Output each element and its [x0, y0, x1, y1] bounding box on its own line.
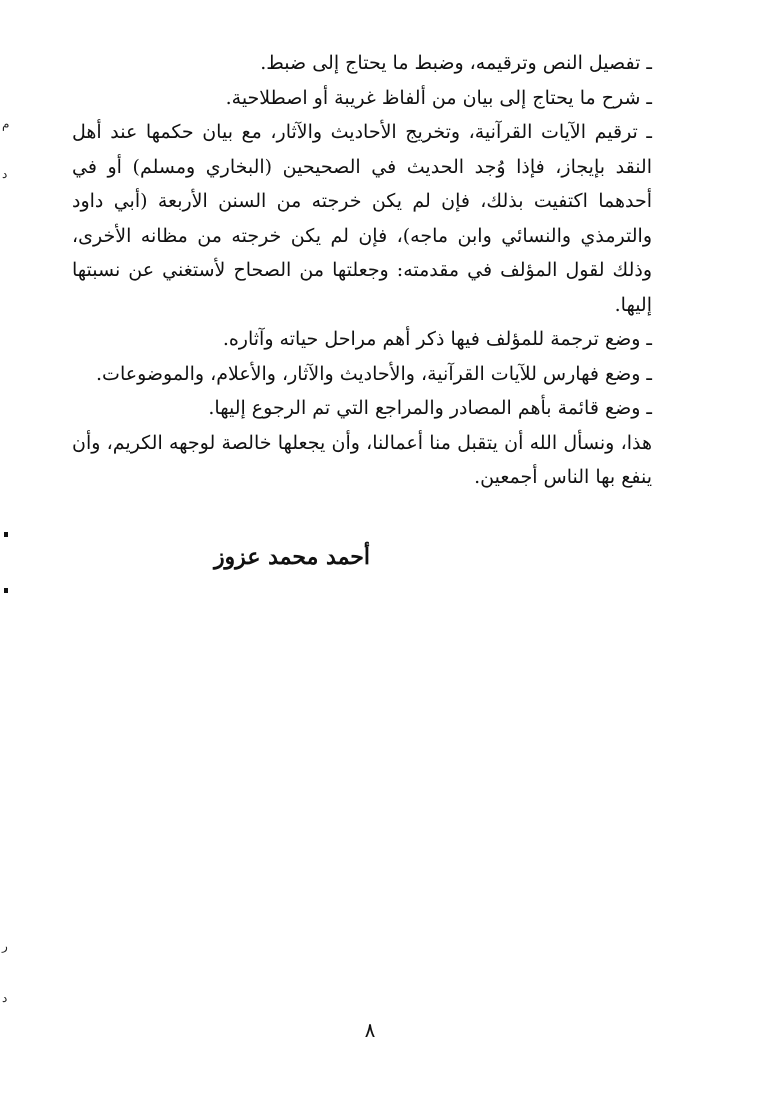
margin-mark-2: د: [2, 167, 8, 181]
author-signature: أحمد محمد عزوز: [213, 544, 370, 570]
paragraph-7: هذا، ونسأل الله أن يتقبل منا أعمالنا، وأن يجعلها خالصة لوجهه الكريم، وأن ينفع بها الناس أجمعين.: [72, 431, 652, 488]
page-number: ٨: [364, 1018, 376, 1042]
margin-dot-2: [4, 588, 8, 593]
margin-dot-1: [4, 532, 8, 537]
margin-mark-4: د: [2, 991, 8, 1005]
body-text: [72, 46, 674, 495]
paragraph-4: ـ وضع ترجمة للمؤلف فيها ذكر أهم مراحل حياته وآثاره.: [222, 328, 652, 350]
margin-mark-3: ر: [2, 939, 8, 953]
paragraph-1: ـ تفصيل النص وترقيمه، وضبط ما يحتاج إلى ضبط.: [260, 52, 652, 74]
paragraph-2: ـ شرح ما يحتاج إلى بيان من ألفاظ غريبة أو اصطلاحية.: [225, 86, 652, 109]
paragraph-5: ـ وضع فهارس للآيات القرآنية، والأحاديث والآثار، والأعلام، والموضوعات.: [96, 362, 652, 385]
margin-mark-1: م: [2, 117, 10, 131]
paragraph-6: ـ وضع قائمة بأهم المصادر والمراجع التي تم الرجوع إليها.: [208, 397, 652, 419]
paragraph-3: ـ ترقيم الآيات القرآنية، وتخريج الأحاديث والآثار، مع بيان حكمها عند أهل النقد بإيجاز، فإذا وُجد الحديث في الصحيحين (البخاري ومسلم) أو في أحدهما اكتفيت بذلك، فإن لم يكن خرجته من السنن الأربعة (أبي داود والترمذي والنسائي وابن ماجه)، فإن لم يكن خرجته من مظانه الأخرى، وذلك لقول المؤلف في مقدمته: وجعلتها من الصحاح لأستغني عن نسبتها إليها.: [72, 121, 652, 316]
